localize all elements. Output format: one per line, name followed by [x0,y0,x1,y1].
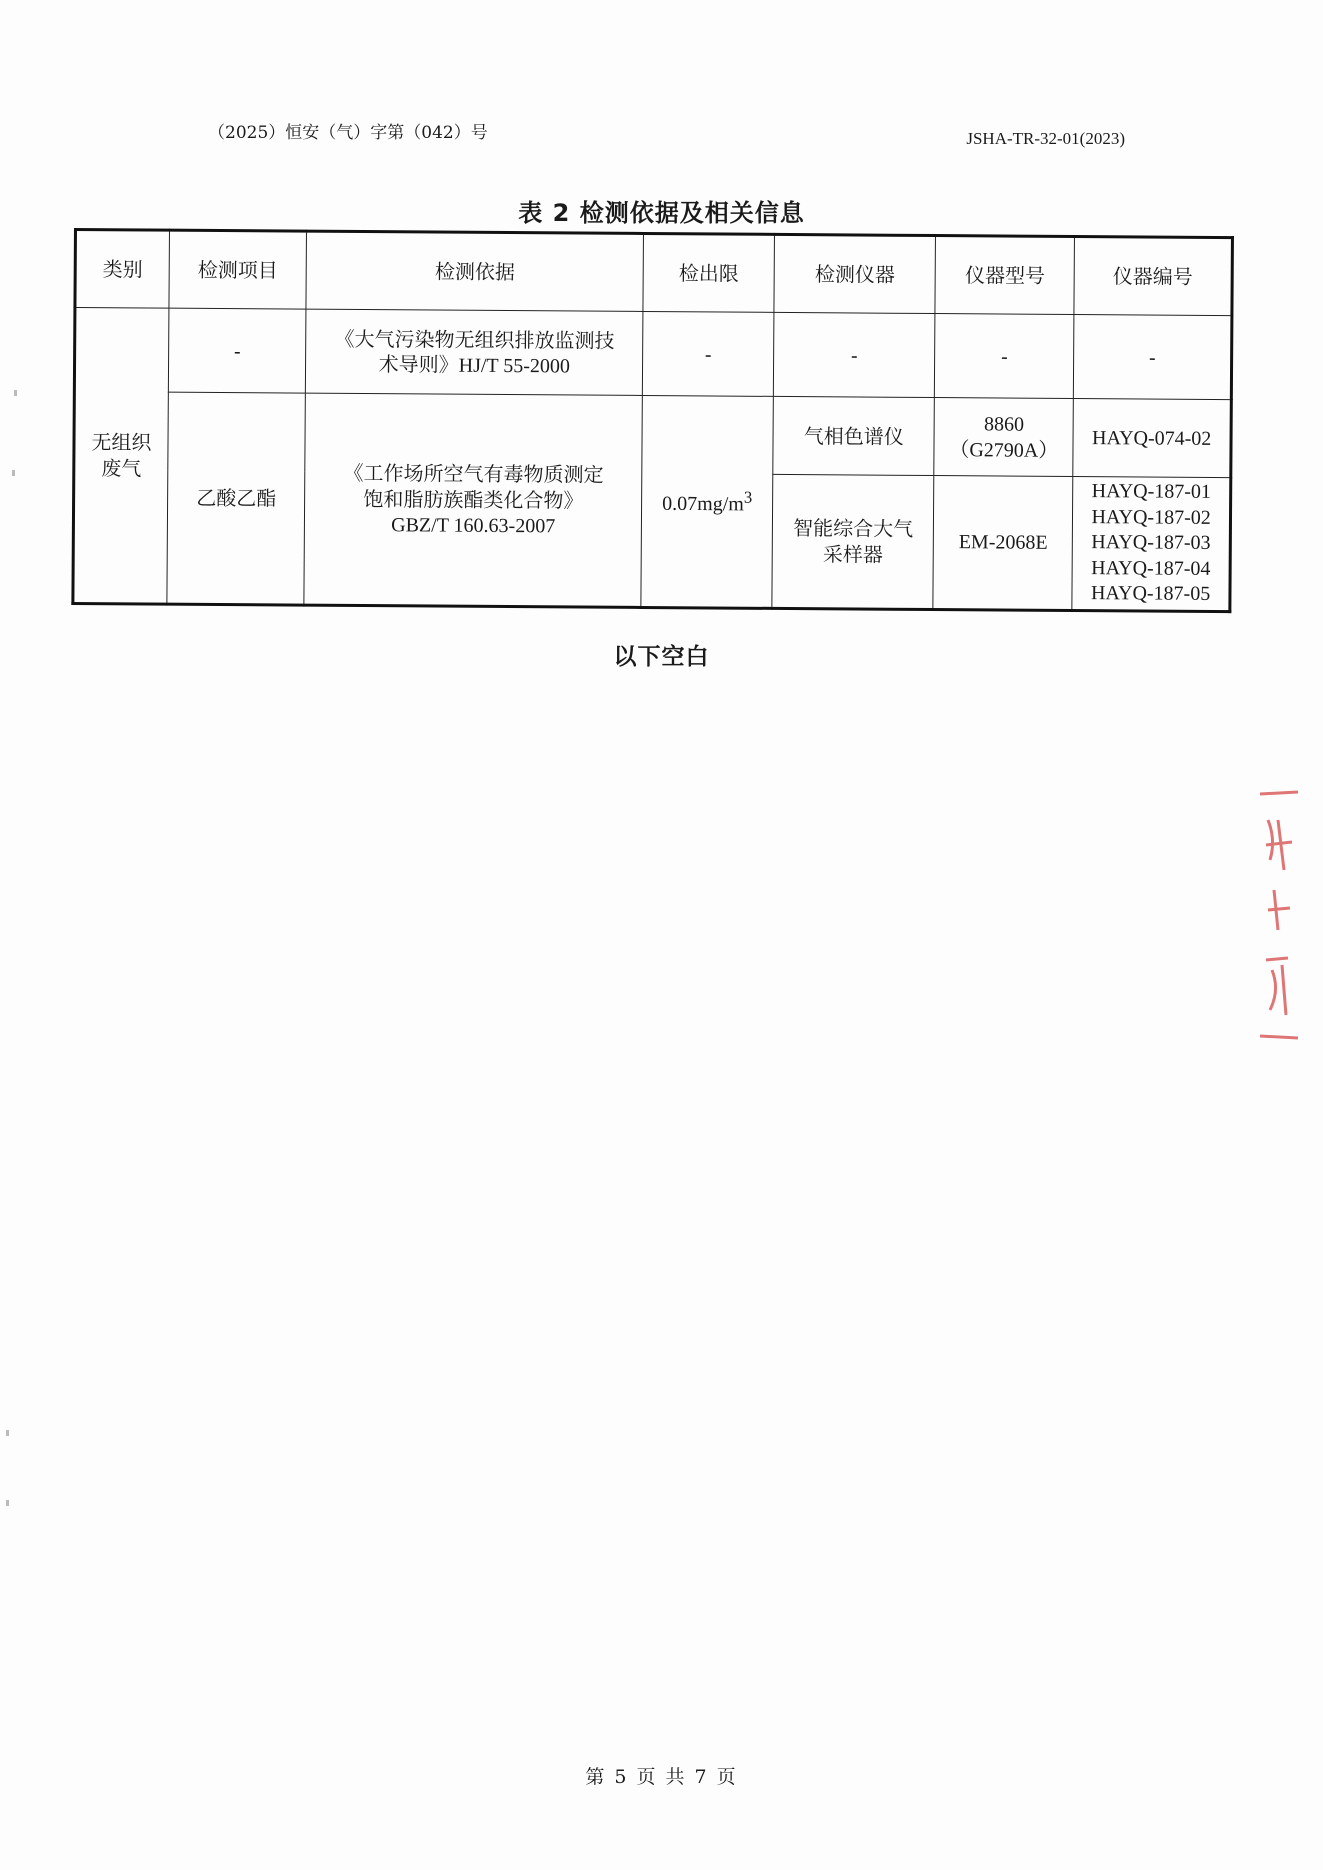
column-header-serial: 仪器编号 [1074,236,1232,315]
scan-mark [14,390,17,396]
scan-mark [12,470,15,476]
seal-stamp-fragment [1258,790,1300,1040]
detection-basis-table [71,228,1234,613]
basis-line: 术导则》HJ/T 55-2000 [378,353,571,377]
column-header-limit: 检出限 [643,233,774,312]
model-cell: - [935,314,1074,399]
model-line: 8860 [983,412,1025,436]
category-text: 无组织废气 [91,430,152,481]
instrument-line: 智能综合大气 [793,516,914,541]
table-header-row [75,230,1233,316]
basis-line: 《大气污染物无组织排放监测技 [334,326,615,353]
instrument-cell [772,474,934,609]
category-cell [73,308,169,605]
instrument-line: 采样器 [822,542,884,567]
model-cell [934,398,1073,477]
serial-id: HAYQ-187-04 [1091,556,1211,580]
item-cell: - [168,308,306,393]
limit-value: 0.07mg/m [662,492,744,515]
serial-id: HAYQ-187-02 [1091,505,1211,529]
basis-line: 饱和脂肪族酯类化合物》 [363,487,584,513]
column-header-item: 检测项目 [169,230,307,309]
limit-cell: - [643,311,774,396]
model-line: （G2790A） [949,438,1059,462]
table-row [74,308,1232,400]
scan-mark [6,1430,9,1436]
serial-id: HAYQ-187-03 [1091,531,1211,555]
serial-cell: HAYQ-074-02 [1073,398,1231,477]
report-number: （2025）恒安（气）字第（042）号 [208,123,488,143]
form-code: JSHA-TR-32-01(2023) [966,129,1125,148]
column-header-basis: 检测依据 [306,231,643,311]
basis-cell [306,309,643,395]
basis-cell [304,393,642,607]
serial-cell [1072,476,1231,611]
limit-exponent: 3 [743,487,753,507]
blank-note: 以下空白 [613,644,710,670]
scan-mark [6,1500,9,1506]
serial-id: HAYQ-187-01 [1091,480,1212,503]
column-header-model: 仪器型号 [935,236,1074,315]
instrument-cell: - [773,312,935,397]
serial-cell: - [1074,314,1232,399]
table-title: 表 2 检测依据及相关信息 [518,199,805,227]
item-cell: 乙酸乙酯 [167,392,306,605]
table-row [74,392,1232,478]
model-cell: EM-2068E [933,476,1073,611]
serial-id: HAYQ-187-05 [1090,582,1211,606]
basis-line: GBZ/T 160.63-2007 [391,514,556,538]
column-header-instrument: 检测仪器 [774,234,936,313]
limit-cell [641,395,773,608]
page-footer: 第 5 页 共 7 页 [585,1766,738,1788]
basis-line: 《工作场所空气有毒物质测定 [343,460,604,487]
column-header-category: 类别 [75,230,169,309]
instrument-cell: 气相色谱仪 [773,396,935,475]
